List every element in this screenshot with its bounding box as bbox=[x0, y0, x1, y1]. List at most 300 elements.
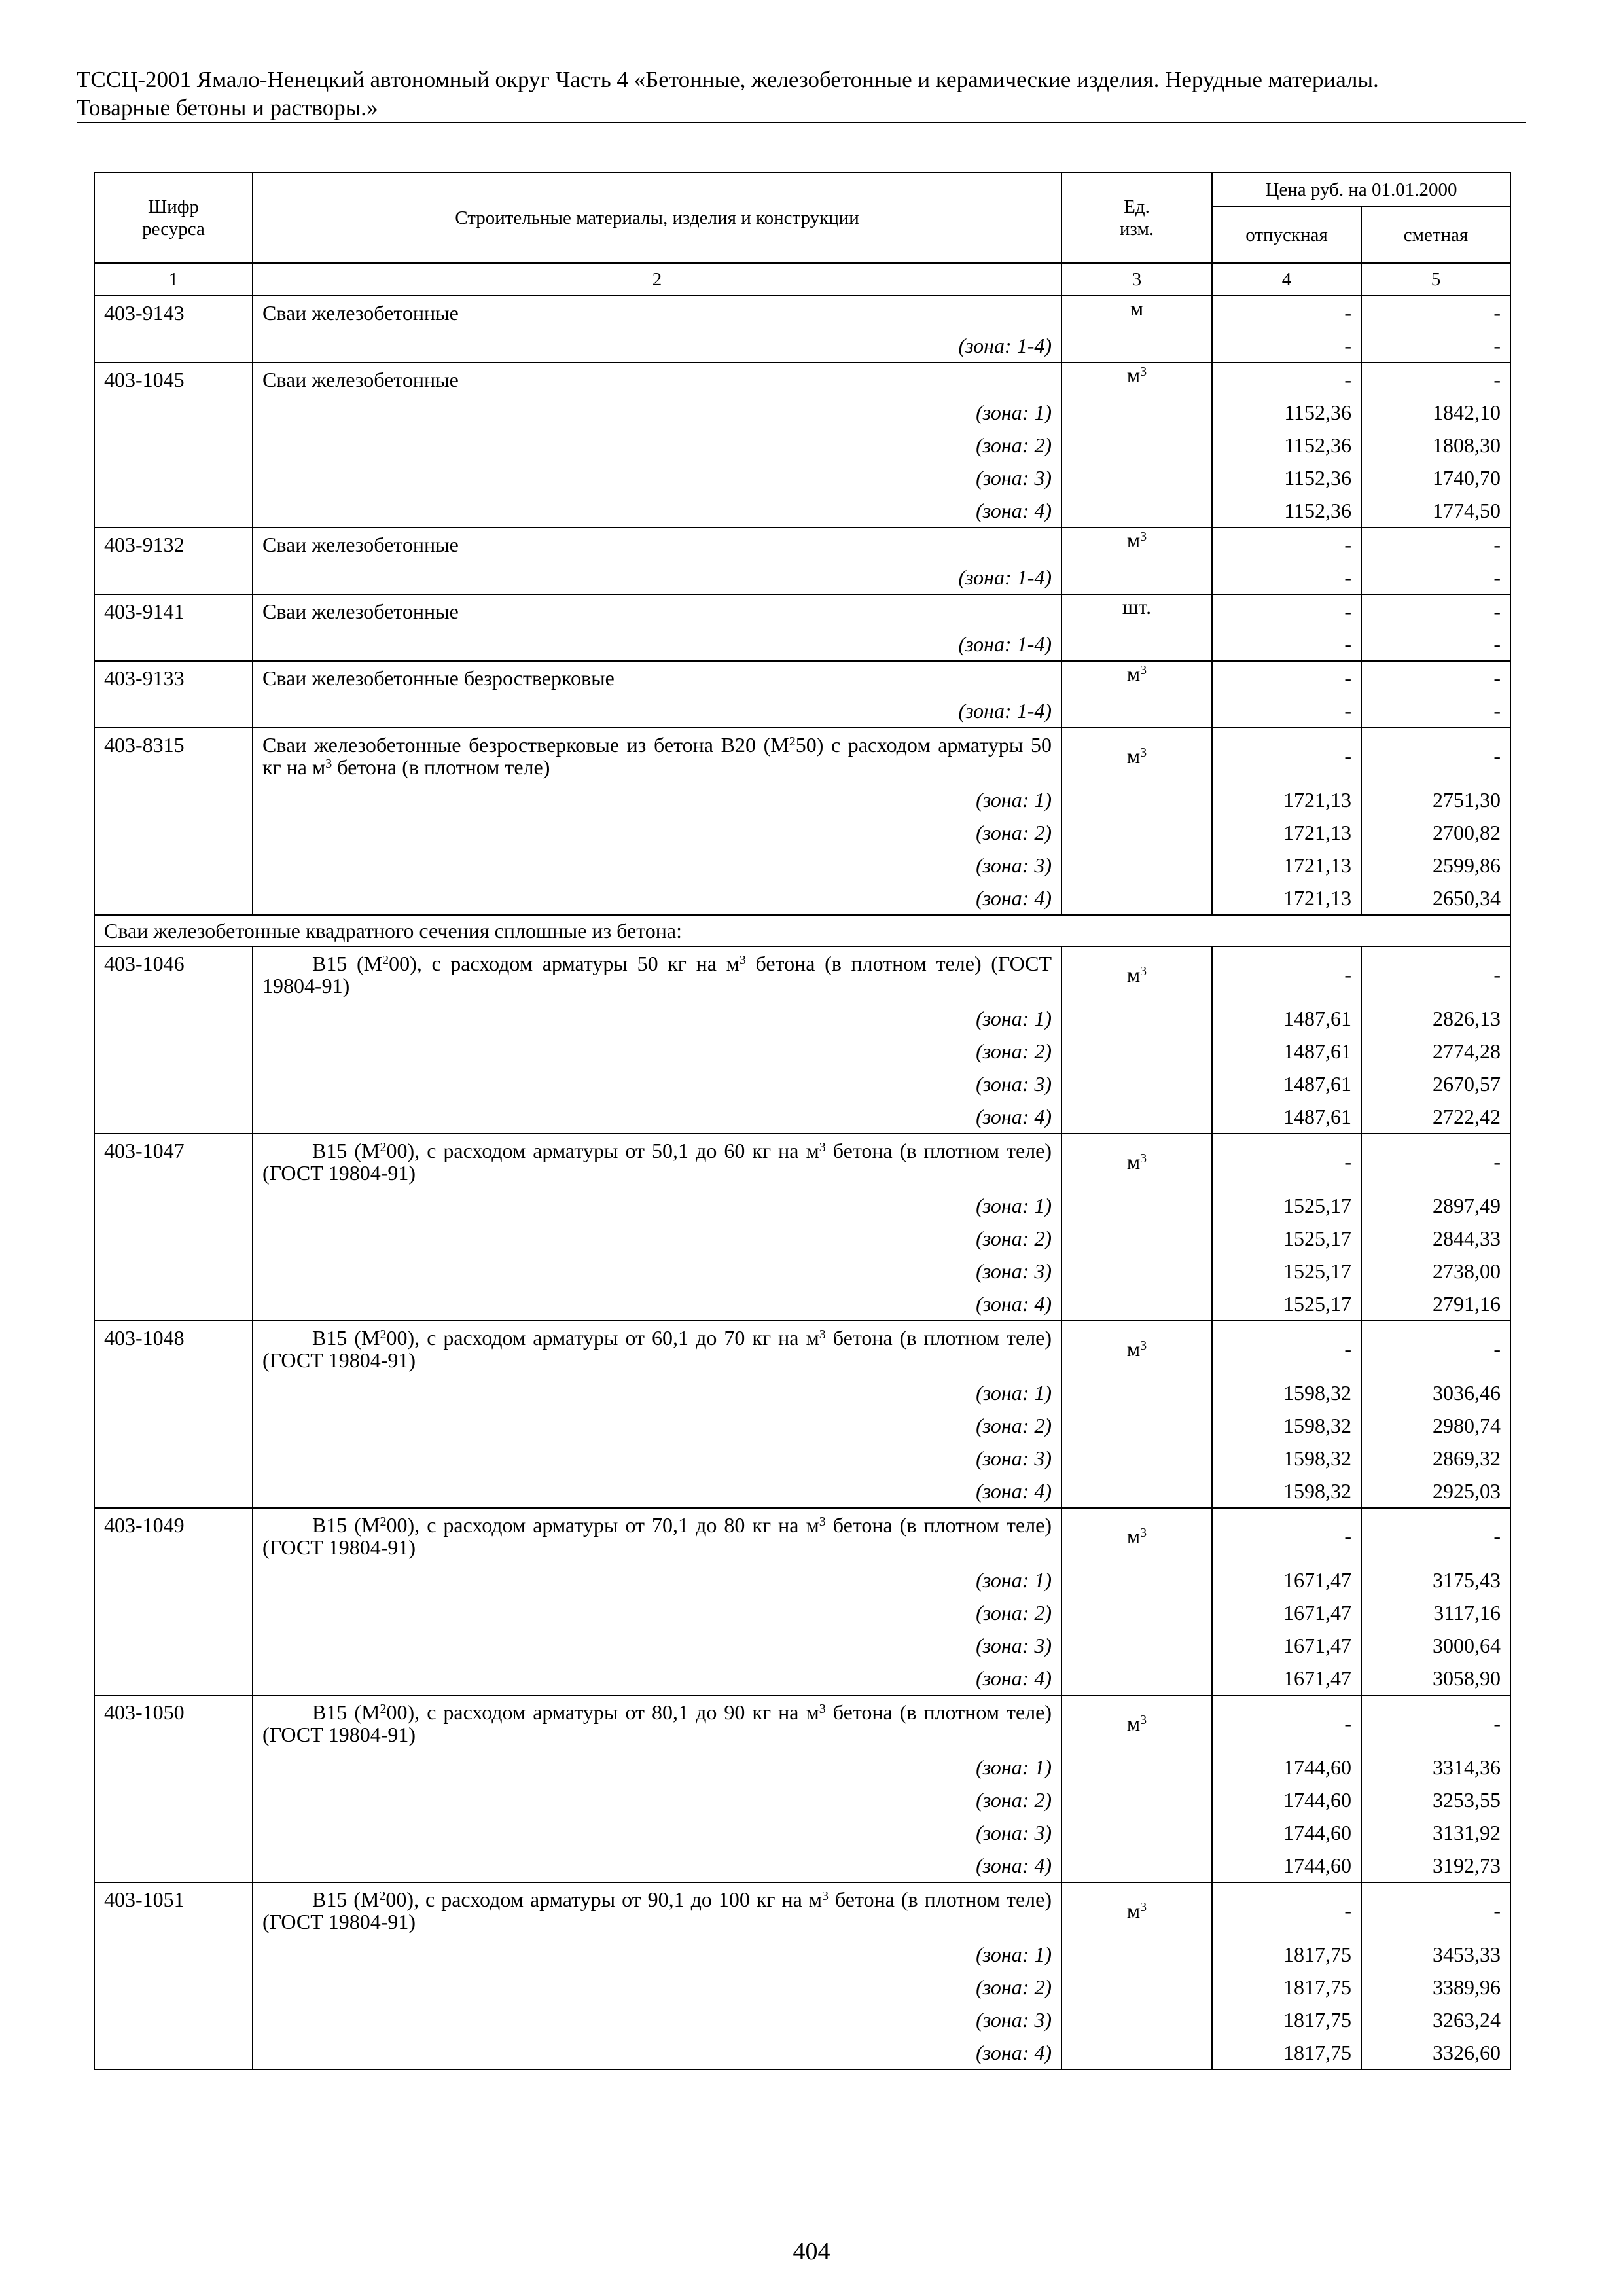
zone-estimate-price: 2670,57 bbox=[1361, 1067, 1510, 1100]
zone-release-price: - bbox=[1212, 628, 1361, 661]
zone-estimate-price: 3263,24 bbox=[1361, 2003, 1510, 2036]
table-row bbox=[94, 296, 1510, 329]
release-price: - bbox=[1212, 594, 1361, 628]
material-description bbox=[253, 946, 1061, 1002]
release-price: - bbox=[1212, 1882, 1361, 1938]
table-row bbox=[94, 1321, 1510, 1376]
description-text: Сваи железобетонные безростверковые bbox=[262, 666, 615, 690]
resource-code: 403-8315 bbox=[94, 728, 253, 915]
page-number: 404 bbox=[793, 2238, 830, 2265]
material-description bbox=[253, 363, 1061, 396]
zone-label: (зона: 1) bbox=[253, 1189, 1061, 1222]
zone-release-price: 1744,60 bbox=[1212, 1816, 1361, 1849]
zone-unit-empty bbox=[1061, 1938, 1212, 1971]
description-text: Сваи железобетонные bbox=[262, 533, 459, 556]
resource-code: 403-1048 bbox=[94, 1321, 253, 1508]
zone-label: (зона: 3) bbox=[253, 1816, 1061, 1849]
zone-unit-empty bbox=[1061, 1376, 1212, 1409]
zone-release-price: 1598,32 bbox=[1212, 1376, 1361, 1409]
zone-release-price: 1671,47 bbox=[1212, 1564, 1361, 1596]
zone-unit-empty bbox=[1061, 1442, 1212, 1475]
zone-release-price: 1152,36 bbox=[1212, 461, 1361, 494]
zone-row bbox=[94, 1409, 1510, 1442]
header-line-1: ТССЦ-2001 Ямало-Ненецкий автономный округ Часть 4 «Бетонные, железобетонные и керамические изделия. Нерудные материалы. bbox=[77, 67, 1379, 92]
zone-label: (зона: 1-4) bbox=[253, 329, 1061, 363]
zone-release-price: - bbox=[1212, 329, 1361, 363]
zone-row bbox=[94, 1938, 1510, 1971]
document-header bbox=[77, 65, 1526, 122]
estimate-price: - bbox=[1361, 1882, 1510, 1938]
header-name: Строительные материалы, изделия и конструкции bbox=[253, 173, 1061, 263]
zone-label: (зона: 1) bbox=[253, 1002, 1061, 1035]
release-price: - bbox=[1212, 946, 1361, 1002]
zone-label: (зона: 1-4) bbox=[253, 628, 1061, 661]
description-part: Сваи железобетонные безростверковые из бетона В20 (М bbox=[262, 733, 789, 757]
zone-release-price: 1744,60 bbox=[1212, 1849, 1361, 1882]
estimate-price: - bbox=[1361, 528, 1510, 561]
zone-row bbox=[94, 1751, 1510, 1784]
material-description bbox=[253, 1882, 1061, 1938]
zone-estimate-price: 3131,92 bbox=[1361, 1816, 1510, 1849]
unit-of-measure bbox=[1061, 363, 1212, 396]
zone-estimate-price: 1774,50 bbox=[1361, 494, 1510, 528]
description-part: бетона (в плотном теле) (ГОСТ 19804-91) bbox=[262, 952, 1052, 997]
release-price: - bbox=[1212, 528, 1361, 561]
material-description bbox=[253, 1134, 1061, 1189]
superscript: 2 bbox=[789, 734, 796, 749]
zone-estimate-price: 2700,82 bbox=[1361, 816, 1510, 849]
resource-code: 403-1049 bbox=[94, 1508, 253, 1695]
zone-estimate-price: 1808,30 bbox=[1361, 429, 1510, 461]
zone-unit-empty bbox=[1061, 1189, 1212, 1222]
zone-label: (зона: 2) bbox=[253, 816, 1061, 849]
zone-release-price: 1671,47 bbox=[1212, 1662, 1361, 1695]
zone-estimate-price: 3453,33 bbox=[1361, 1938, 1510, 1971]
zone-row bbox=[94, 2003, 1510, 2036]
zone-estimate-price: 2826,13 bbox=[1361, 1002, 1510, 1035]
estimate-price: - bbox=[1361, 946, 1510, 1002]
description-part: В15 (М bbox=[312, 1888, 380, 1911]
zone-unit-empty bbox=[1061, 1287, 1212, 1321]
column-number: 5 bbox=[1361, 263, 1510, 296]
zone-estimate-price: 3389,96 bbox=[1361, 1971, 1510, 2003]
estimate-price: - bbox=[1361, 1134, 1510, 1189]
zone-label: (зона: 4) bbox=[253, 494, 1061, 528]
release-price: - bbox=[1212, 363, 1361, 396]
zone-estimate-price: - bbox=[1361, 329, 1510, 363]
zone-unit-empty bbox=[1061, 429, 1212, 461]
zone-row bbox=[94, 1035, 1510, 1067]
material-description bbox=[253, 728, 1061, 783]
zone-label: (зона: 1) bbox=[253, 1938, 1061, 1971]
zone-row bbox=[94, 882, 1510, 915]
zone-release-price: - bbox=[1212, 694, 1361, 728]
zone-release-price: 1721,13 bbox=[1212, 816, 1361, 849]
unit-superscript: 3 bbox=[1140, 663, 1147, 677]
zone-release-price: 1152,36 bbox=[1212, 494, 1361, 528]
zone-row bbox=[94, 494, 1510, 528]
estimate-price: - bbox=[1361, 661, 1510, 694]
table-row bbox=[94, 1508, 1510, 1564]
superscript: 2 bbox=[380, 1140, 387, 1155]
zone-release-price: 1671,47 bbox=[1212, 1596, 1361, 1629]
zone-unit-empty bbox=[1061, 1409, 1212, 1442]
description-text: Сваи железобетонные bbox=[262, 301, 459, 325]
table-row bbox=[94, 1695, 1510, 1751]
zone-unit-empty bbox=[1061, 329, 1212, 363]
unit-superscript: 3 bbox=[1140, 964, 1147, 978]
zone-release-price: 1152,36 bbox=[1212, 396, 1361, 429]
zone-row bbox=[94, 1564, 1510, 1596]
description-part: В15 (М bbox=[312, 1700, 380, 1724]
header-estimate-price: сметная bbox=[1361, 207, 1510, 263]
unit-of-measure bbox=[1061, 296, 1212, 329]
unit-of-measure bbox=[1061, 1321, 1212, 1376]
zone-estimate-price: 2722,42 bbox=[1361, 1100, 1510, 1134]
zone-unit-empty bbox=[1061, 1002, 1212, 1035]
zone-unit-empty bbox=[1061, 628, 1212, 661]
resource-code: 403-1047 bbox=[94, 1134, 253, 1321]
zone-estimate-price: - bbox=[1361, 628, 1510, 661]
zone-release-price: 1525,17 bbox=[1212, 1189, 1361, 1222]
zone-release-price: 1721,13 bbox=[1212, 783, 1361, 816]
header-code bbox=[94, 173, 253, 263]
unit-superscript: 3 bbox=[1140, 529, 1147, 544]
unit-of-measure bbox=[1061, 1695, 1212, 1751]
zone-label: (зона: 3) bbox=[253, 1067, 1061, 1100]
description-part: 00), с расходом арматуры от 80,1 до 90 кг на м bbox=[386, 1700, 819, 1724]
superscript: 3 bbox=[819, 1327, 826, 1342]
zone-label: (зона: 4) bbox=[253, 1287, 1061, 1321]
unit-text: м bbox=[1126, 662, 1141, 685]
zone-label: (зона: 2) bbox=[253, 1596, 1061, 1629]
zone-release-price: 1744,60 bbox=[1212, 1751, 1361, 1784]
material-description bbox=[253, 1321, 1061, 1376]
zone-release-price: 1817,75 bbox=[1212, 2003, 1361, 2036]
zone-row bbox=[94, 1662, 1510, 1695]
zone-row bbox=[94, 628, 1510, 661]
zone-unit-empty bbox=[1061, 494, 1212, 528]
zone-release-price: 1817,75 bbox=[1212, 1938, 1361, 1971]
material-description bbox=[253, 661, 1061, 694]
zone-unit-empty bbox=[1061, 2003, 1212, 2036]
zone-label: (зона: 1) bbox=[253, 396, 1061, 429]
zone-unit-empty bbox=[1061, 1035, 1212, 1067]
superscript: 3 bbox=[325, 757, 332, 771]
zone-unit-empty bbox=[1061, 1784, 1212, 1816]
zone-estimate-price: 2791,16 bbox=[1361, 1287, 1510, 1321]
zone-estimate-price: 2650,34 bbox=[1361, 882, 1510, 915]
header-unit-line2: изм. bbox=[1119, 219, 1154, 240]
zone-release-price: 1598,32 bbox=[1212, 1409, 1361, 1442]
zone-release-price: 1525,17 bbox=[1212, 1255, 1361, 1287]
zone-release-price: 1721,13 bbox=[1212, 849, 1361, 882]
unit-text: м bbox=[1126, 963, 1141, 986]
release-price: - bbox=[1212, 661, 1361, 694]
zone-label: (зона: 4) bbox=[253, 1662, 1061, 1695]
description-text: Сваи железобетонные bbox=[262, 368, 459, 391]
zone-row bbox=[94, 1287, 1510, 1321]
table-header bbox=[94, 173, 1510, 296]
zone-unit-empty bbox=[1061, 396, 1212, 429]
release-price: - bbox=[1212, 1695, 1361, 1751]
zone-estimate-price: 3058,90 bbox=[1361, 1662, 1510, 1695]
zone-release-price: 1152,36 bbox=[1212, 429, 1361, 461]
zone-estimate-price: 2980,74 bbox=[1361, 1409, 1510, 1442]
unit-superscript: 3 bbox=[1140, 1151, 1147, 1166]
zone-unit-empty bbox=[1061, 1816, 1212, 1849]
table-row bbox=[94, 1882, 1510, 1938]
estimate-price: - bbox=[1361, 1321, 1510, 1376]
unit-text: м bbox=[1126, 1337, 1141, 1361]
resource-code: 403-9143 bbox=[94, 296, 253, 363]
zone-release-price: 1487,61 bbox=[1212, 1067, 1361, 1100]
zone-estimate-price: - bbox=[1361, 694, 1510, 728]
zone-estimate-price: 2925,03 bbox=[1361, 1475, 1510, 1508]
zone-unit-empty bbox=[1061, 1751, 1212, 1784]
zone-unit-empty bbox=[1061, 1629, 1212, 1662]
superscript: 3 bbox=[739, 953, 746, 967]
description-part: бетона (в плотном теле) bbox=[332, 755, 550, 779]
zone-label: (зона: 1) bbox=[253, 783, 1061, 816]
estimate-price: - bbox=[1361, 594, 1510, 628]
zone-row bbox=[94, 1629, 1510, 1662]
zone-label: (зона: 3) bbox=[253, 461, 1061, 494]
release-price: - bbox=[1212, 296, 1361, 329]
zone-row bbox=[94, 1189, 1510, 1222]
zone-label: (зона: 2) bbox=[253, 1222, 1061, 1255]
unit-of-measure bbox=[1061, 728, 1212, 783]
description-part: В15 (М bbox=[312, 1326, 380, 1350]
description-part: В15 (М bbox=[312, 1139, 380, 1162]
description-part: 00), с расходом арматуры 50 кг на м bbox=[389, 952, 740, 975]
zone-label: (зона: 4) bbox=[253, 1849, 1061, 1882]
zone-estimate-price: 1740,70 bbox=[1361, 461, 1510, 494]
price-table bbox=[94, 172, 1511, 2070]
superscript: 2 bbox=[380, 1702, 387, 1716]
zone-label: (зона: 1) bbox=[253, 1376, 1061, 1409]
release-price: - bbox=[1212, 1134, 1361, 1189]
column-number: 4 bbox=[1212, 263, 1361, 296]
zone-estimate-price: 3326,60 bbox=[1361, 2036, 1510, 2070]
header-line-2: Товарные бетоны и растворы.» bbox=[77, 95, 378, 120]
table-row bbox=[94, 1134, 1510, 1189]
zone-estimate-price: 3192,73 bbox=[1361, 1849, 1510, 1882]
column-numbers-row bbox=[94, 263, 1510, 296]
zone-estimate-price: 2751,30 bbox=[1361, 783, 1510, 816]
unit-text: м bbox=[1126, 1899, 1141, 1922]
unit-text: м bbox=[1130, 296, 1144, 320]
material-description bbox=[253, 1508, 1061, 1564]
zone-unit-empty bbox=[1061, 1222, 1212, 1255]
unit-text: м bbox=[1126, 363, 1141, 387]
zone-label: (зона: 1) bbox=[253, 1751, 1061, 1784]
zone-estimate-price: 2599,86 bbox=[1361, 849, 1510, 882]
zone-row bbox=[94, 816, 1510, 849]
estimate-price: - bbox=[1361, 1508, 1510, 1564]
zone-release-price: 1525,17 bbox=[1212, 1287, 1361, 1321]
unit-text: м bbox=[1126, 528, 1141, 552]
estimate-price: - bbox=[1361, 296, 1510, 329]
table-row bbox=[94, 363, 1510, 396]
table-row bbox=[94, 594, 1510, 628]
superscript: 3 bbox=[821, 1889, 829, 1903]
section-row bbox=[94, 915, 1510, 946]
zone-estimate-price: 1842,10 bbox=[1361, 396, 1510, 429]
header-price: Цена руб. на 01.01.2000 bbox=[1212, 173, 1510, 207]
resource-code: 403-9133 bbox=[94, 661, 253, 728]
header-unit bbox=[1061, 173, 1212, 263]
resource-code: 403-9141 bbox=[94, 594, 253, 661]
material-description bbox=[253, 594, 1061, 628]
unit-text: м bbox=[1126, 1524, 1141, 1548]
zone-release-price: - bbox=[1212, 561, 1361, 594]
unit-superscript: 3 bbox=[1140, 1526, 1147, 1540]
unit-superscript: 3 bbox=[1140, 1713, 1147, 1727]
description-part: бетона (в плотном теле) (ГОСТ 19804-91) bbox=[262, 1326, 1052, 1372]
superscript: 2 bbox=[382, 953, 389, 967]
description-part: В15 (М bbox=[312, 1513, 380, 1537]
resource-code: 403-9132 bbox=[94, 528, 253, 594]
zone-row bbox=[94, 461, 1510, 494]
zone-release-price: 1487,61 bbox=[1212, 1100, 1361, 1134]
zone-unit-empty bbox=[1061, 1849, 1212, 1882]
unit-text: м bbox=[1126, 744, 1141, 768]
zone-row bbox=[94, 694, 1510, 728]
column-number: 1 bbox=[94, 263, 253, 296]
description-part: бетона (в плотном теле) (ГОСТ 19804-91) bbox=[262, 1888, 1052, 1933]
zone-release-price: 1598,32 bbox=[1212, 1442, 1361, 1475]
resource-code: 403-1045 bbox=[94, 363, 253, 528]
zone-row bbox=[94, 429, 1510, 461]
unit-text: м bbox=[1126, 1150, 1141, 1174]
material-description bbox=[253, 296, 1061, 329]
unit-of-measure bbox=[1061, 528, 1212, 561]
zone-release-price: 1525,17 bbox=[1212, 1222, 1361, 1255]
description-part: бетона (в плотном теле) (ГОСТ 19804-91) bbox=[262, 1139, 1052, 1185]
header-divider bbox=[77, 122, 1526, 123]
description-part: 50) с расходом арматуры 50 кг на м bbox=[262, 733, 1052, 779]
zone-row bbox=[94, 1849, 1510, 1882]
zone-release-price: 1744,60 bbox=[1212, 1784, 1361, 1816]
header-unit-line1: Ед. bbox=[1124, 196, 1150, 217]
zone-release-price: 1817,75 bbox=[1212, 1971, 1361, 2003]
zone-estimate-price: 3175,43 bbox=[1361, 1564, 1510, 1596]
estimate-price: - bbox=[1361, 363, 1510, 396]
column-number: 2 bbox=[253, 263, 1061, 296]
zone-unit-empty bbox=[1061, 882, 1212, 915]
zone-unit-empty bbox=[1061, 694, 1212, 728]
release-price: - bbox=[1212, 1321, 1361, 1376]
zone-unit-empty bbox=[1061, 1596, 1212, 1629]
table-row bbox=[94, 946, 1510, 1002]
zone-release-price: 1671,47 bbox=[1212, 1629, 1361, 1662]
estimate-price: - bbox=[1361, 1695, 1510, 1751]
superscript: 2 bbox=[380, 1515, 387, 1529]
zone-label: (зона: 2) bbox=[253, 1035, 1061, 1067]
zone-release-price: 1721,13 bbox=[1212, 882, 1361, 915]
zone-estimate-price: 2774,28 bbox=[1361, 1035, 1510, 1067]
zone-unit-empty bbox=[1061, 849, 1212, 882]
zone-row bbox=[94, 1442, 1510, 1475]
zone-estimate-price: 2897,49 bbox=[1361, 1189, 1510, 1222]
table-row bbox=[94, 728, 1510, 783]
zone-row bbox=[94, 2036, 1510, 2070]
unit-superscript: 3 bbox=[1140, 745, 1147, 760]
unit-superscript: 3 bbox=[1140, 1338, 1147, 1353]
zone-label: (зона: 1-4) bbox=[253, 694, 1061, 728]
zone-row bbox=[94, 1596, 1510, 1629]
zone-estimate-price: 3000,64 bbox=[1361, 1629, 1510, 1662]
zone-row bbox=[94, 1971, 1510, 2003]
zone-label: (зона: 4) bbox=[253, 1100, 1061, 1134]
resource-code: 403-1051 bbox=[94, 1882, 253, 2070]
column-number: 3 bbox=[1061, 263, 1212, 296]
superscript: 3 bbox=[819, 1140, 826, 1155]
zone-unit-empty bbox=[1061, 1067, 1212, 1100]
unit-superscript: 3 bbox=[1140, 1900, 1147, 1914]
unit-of-measure bbox=[1061, 594, 1212, 628]
header-release-price: отпускная bbox=[1212, 207, 1361, 263]
zone-label: (зона: 1-4) bbox=[253, 561, 1061, 594]
header-code-line2: ресурса bbox=[142, 219, 205, 240]
zone-row bbox=[94, 329, 1510, 363]
zone-unit-empty bbox=[1061, 1475, 1212, 1508]
unit-of-measure bbox=[1061, 946, 1212, 1002]
description-part: В15 (М bbox=[312, 952, 383, 975]
zone-row bbox=[94, 1816, 1510, 1849]
material-description bbox=[253, 528, 1061, 561]
zone-label: (зона: 2) bbox=[253, 1784, 1061, 1816]
zone-label: (зона: 4) bbox=[253, 1475, 1061, 1508]
zone-unit-empty bbox=[1061, 1255, 1212, 1287]
zone-row bbox=[94, 561, 1510, 594]
zone-label: (зона: 2) bbox=[253, 1971, 1061, 2003]
zone-label: (зона: 3) bbox=[253, 1442, 1061, 1475]
zone-estimate-price: 3036,46 bbox=[1361, 1376, 1510, 1409]
resource-code: 403-1050 bbox=[94, 1695, 253, 1882]
superscript: 2 bbox=[379, 1889, 386, 1903]
zone-estimate-price: 2869,32 bbox=[1361, 1442, 1510, 1475]
unit-of-measure bbox=[1061, 1882, 1212, 1938]
description-part: бетона (в плотном теле) (ГОСТ 19804-91) bbox=[262, 1513, 1052, 1559]
zone-estimate-price: 3314,36 bbox=[1361, 1751, 1510, 1784]
zone-row bbox=[94, 1222, 1510, 1255]
zone-label: (зона: 4) bbox=[253, 882, 1061, 915]
release-price: - bbox=[1212, 1508, 1361, 1564]
zone-row bbox=[94, 1067, 1510, 1100]
zone-unit-empty bbox=[1061, 2036, 1212, 2070]
description-part: 00), с расходом арматуры от 90,1 до 100 кг на м bbox=[385, 1888, 822, 1911]
zone-row bbox=[94, 1784, 1510, 1816]
resource-code: 403-1046 bbox=[94, 946, 253, 1134]
unit-of-measure bbox=[1061, 1508, 1212, 1564]
zone-estimate-price: - bbox=[1361, 561, 1510, 594]
header-code-line1: Шифр bbox=[147, 196, 200, 217]
unit-of-measure bbox=[1061, 1134, 1212, 1189]
zone-label: (зона: 1) bbox=[253, 1564, 1061, 1596]
zone-unit-empty bbox=[1061, 1662, 1212, 1695]
superscript: 2 bbox=[380, 1327, 387, 1342]
table-row bbox=[94, 528, 1510, 561]
description-part: 00), с расходом арматуры от 70,1 до 80 кг на м bbox=[386, 1513, 819, 1537]
zone-release-price: 1487,61 bbox=[1212, 1002, 1361, 1035]
zone-label: (зона: 3) bbox=[253, 2003, 1061, 2036]
description-part: 00), с расходом арматуры от 50,1 до 60 кг на м bbox=[386, 1139, 819, 1162]
zone-row bbox=[94, 1376, 1510, 1409]
zone-unit-empty bbox=[1061, 1100, 1212, 1134]
zone-estimate-price: 2844,33 bbox=[1361, 1222, 1510, 1255]
